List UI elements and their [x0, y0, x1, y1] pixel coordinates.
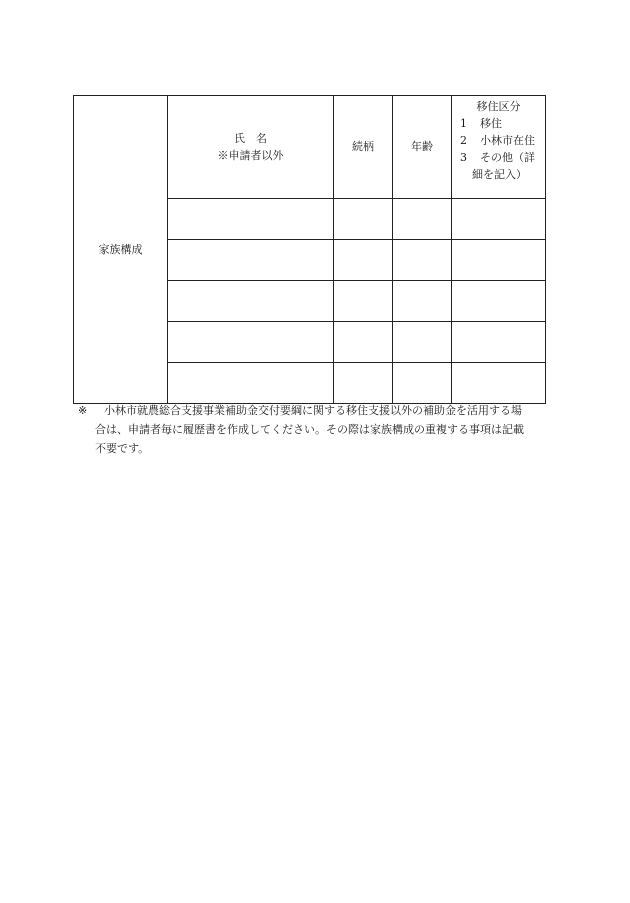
age-header: 年齢 — [393, 96, 452, 199]
footnote-line-1: 小林市就農総合支援事業補助金交付要綱に関する移住支援以外の補助金を活用する場 — [104, 404, 522, 417]
category-cell[interactable] — [452, 240, 546, 281]
age-cell[interactable] — [393, 363, 452, 404]
category-option-3-continuation: 細を記入） — [472, 168, 527, 182]
name-cell[interactable] — [168, 281, 334, 322]
family-composition-table — [73, 95, 546, 404]
name-cell[interactable] — [168, 199, 334, 240]
age-cell[interactable] — [393, 240, 452, 281]
name-cell[interactable] — [168, 240, 334, 281]
category-cell[interactable] — [452, 322, 546, 363]
relation-cell[interactable] — [334, 363, 393, 404]
footnote — [78, 401, 548, 458]
footnote-line-3: 不要です。 — [95, 442, 150, 455]
relation-header: 続柄 — [334, 96, 393, 199]
category-cell[interactable] — [452, 363, 546, 404]
category-option-2: 2 小林市在住 — [460, 134, 535, 148]
category-cell[interactable] — [452, 281, 546, 322]
family-composition-label: 家族構成 — [74, 96, 168, 404]
age-cell[interactable] — [393, 281, 452, 322]
relation-cell[interactable] — [334, 199, 393, 240]
table-header-row — [74, 96, 546, 199]
category-cell[interactable] — [452, 199, 546, 240]
relation-cell[interactable] — [334, 281, 393, 322]
relation-cell[interactable] — [334, 240, 393, 281]
migration-category-header — [452, 96, 546, 199]
age-cell[interactable] — [393, 199, 452, 240]
name-cell[interactable] — [168, 363, 334, 404]
name-header — [168, 96, 334, 199]
footnote-line-2: 合は、申請者毎に履歴書を作成してください。その際は家族構成の重複する事項は記載 — [95, 423, 524, 436]
name-cell[interactable] — [168, 322, 334, 363]
footnote-mark: ※ — [78, 404, 88, 417]
age-cell[interactable] — [393, 322, 452, 363]
category-option-3: 3 その他（詳 — [460, 151, 535, 165]
category-option-1: 1 移住 — [460, 117, 502, 131]
relation-cell[interactable] — [334, 322, 393, 363]
name-header-note: ※申請者以外 — [217, 149, 284, 162]
migration-category-title: 移住区分 — [476, 100, 521, 113]
name-header-title: 氏 名 — [234, 131, 267, 145]
